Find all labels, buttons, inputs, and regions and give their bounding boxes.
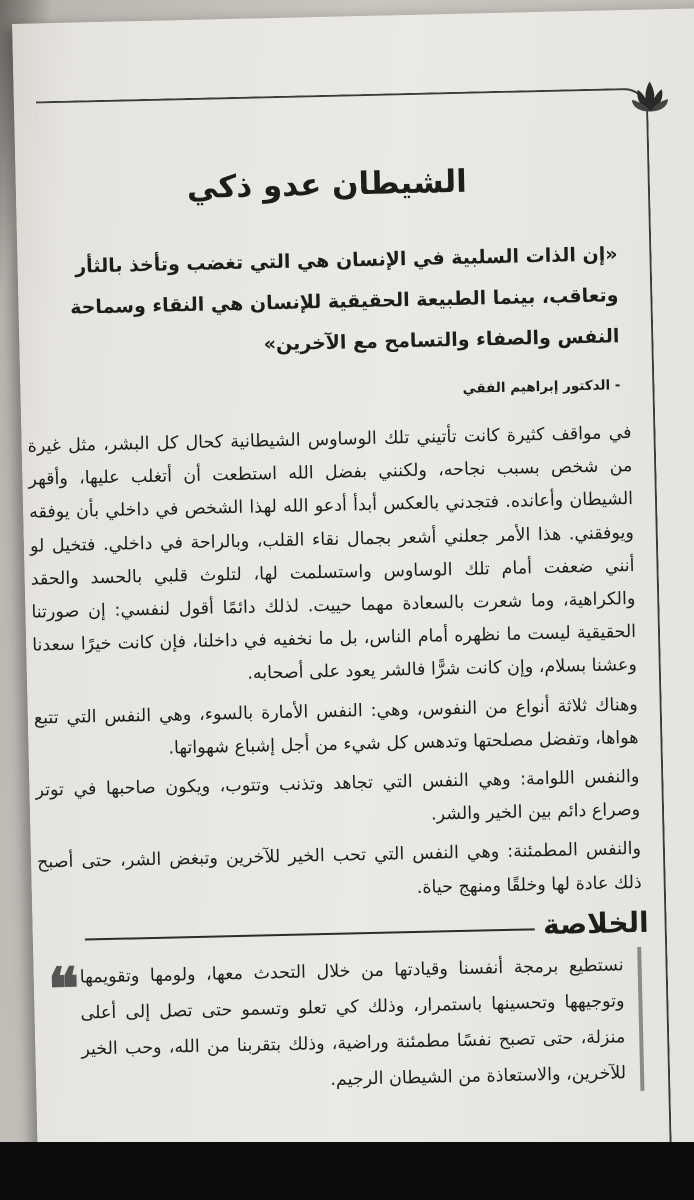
bottom-black-bar [0,1142,694,1200]
lotus-ornament-icon [629,77,670,118]
summary-box [79,947,644,1104]
body-paragraph: والنفس المطمئنة: وهي النفس التي تحب الخير للآخرين وتبغض الشر، حتى أصبح ذلك عادة لها وخلقًا ومنهج حياة. [36,839,642,898]
body-paragraph: في مواقف كثيرة كانت تأتيني تلك الوساوس الشيطانية كحال كل البشر، مثل غيرة من شخص بسبب نجاحه، ولكنني بفضل الله استطعت أن أتغلب عليها، وأقهر الشيطان وأعانده. فتجدني بالعكس أبدأ أدعو الله لهذا الشخص في داخلي بأن يوفقه ويوفقني. هذا الأمر جعلني أشعر بجمال نقاء القلب، وبالراحة في داخلي. فتخيل لو أنني ضعفت أمام تلك الوساوس واستسلمت لها، لتلوث قلبي بالحسد والحقد والكراهية، وما شعرت بالسعادة مهما حييت. لذلك دائمًا أقول لنفسي: إن صورتنا الحقيقية ليست ما نظهره أمام الناس، بل ما نخفيه في داخلنا، فإن كانت خيرًا سعدنا وعشنا بسلام، وإن كانت شرًّا فالشر يعود على أصحابه. [27,422,638,685]
summary-heading: الخلاصة [542,905,650,941]
epigraph-author: - الدكتور إبراهيم الفقي [462,377,621,397]
quote-marks-icon: ❝ [47,954,80,1024]
epigraph-quote: «إن الذات السلبية في الإنسان هي التي تغضب وتأخذ بالثأر وتعاقب، بينما الطبيعة الحقيقية للإنسان هي النقاء وسماحة النفس والصفاء والتسامح مع الآخرين» [69,243,620,356]
book-page [12,8,694,1142]
summary-divider [85,929,535,941]
chapter-title: الشيطان عدو ذكي [186,163,468,207]
body-paragraph: وهناك ثلاثة أنواع من النفوس، وهي: النفس الأمارة بالسوء، وهي النفس التي تتبع هواها، وتفضل مصلحتها وتدهس كل شيء من أجل إشباع شهواتها. [33,694,639,759]
page-content [21,160,652,1104]
summary-text: نستطيع برمجة أنفسنا وقيادتها من خلال التحدث معها، ولومها وتقويمها وتوجيهها وتحسينها باستمرار، وذلك كي تعلو وتسمو حتى تصل إلى أعلى منزلة، حتى تصبح نفسًا مطمئنة وراضية، وذلك بتقربنا من الله، وحب الخير للآخرين، والاستعاذة من الشيطان الرجيم. [79,955,627,1090]
body-paragraph: والنفس اللوامة: وهي النفس التي تجاهد وتذنب وتتوب، ويكون صاحبها في توتر وصراع دائم بين الخير والشر. [35,766,641,825]
summary-header [38,906,649,953]
